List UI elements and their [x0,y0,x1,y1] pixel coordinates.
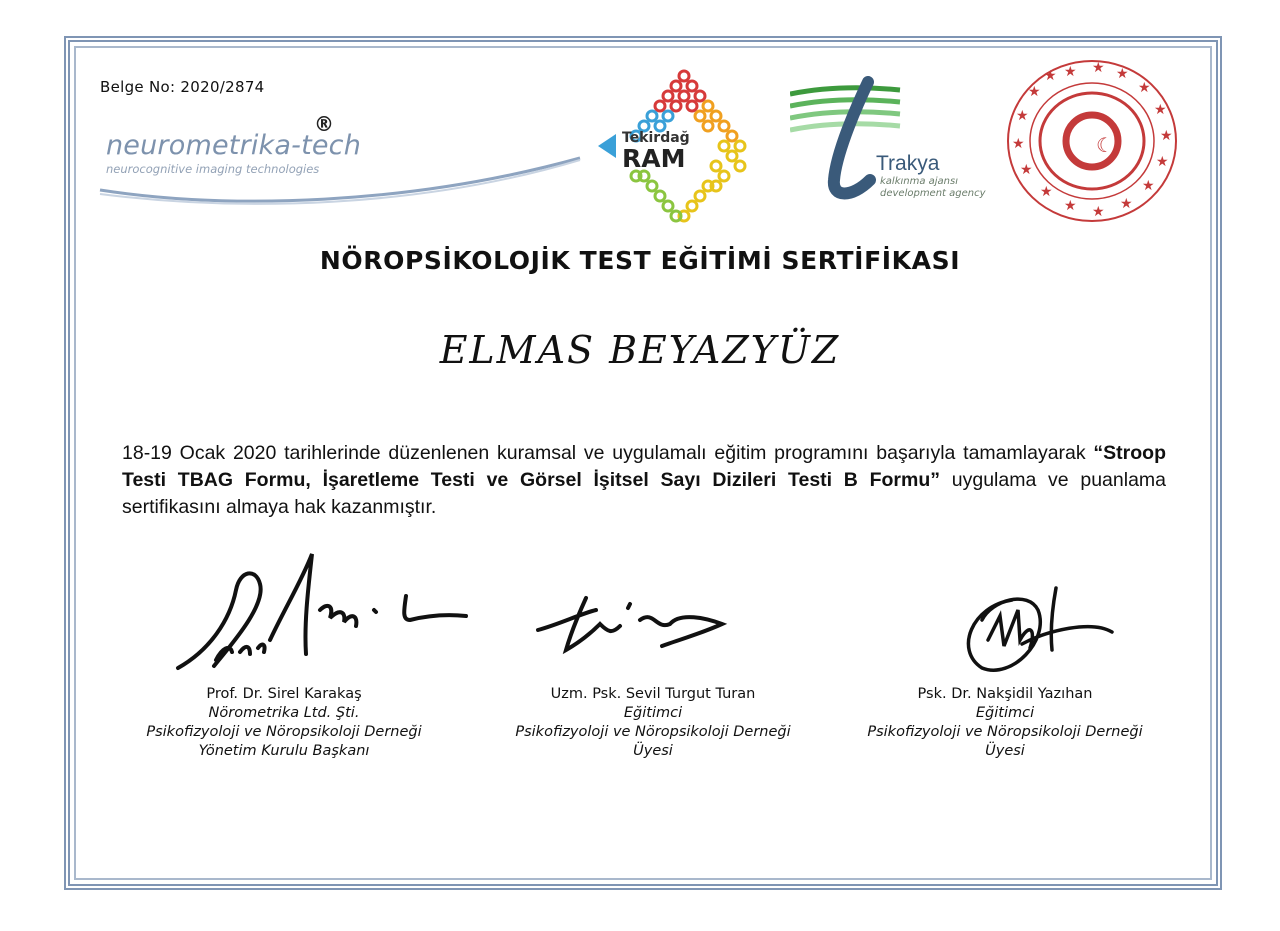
svg-text:★: ★ [1092,204,1105,220]
trakya-logo-name: Trakya [876,152,940,175]
signatory-3-name: Psk. Dr. Nakşidil Yazıhan [917,686,1093,702]
signatory-3 [834,685,1176,761]
ram-logo-city: Tekirdağ [622,130,690,146]
signatory-1-line3: Yönetim Kurulu Başkanı [198,743,370,759]
ministry-seal-icon [1004,58,1180,224]
document-number: Belge No: 2020/2874 [100,78,265,96]
signatory-2-line3: Üyesi [633,743,673,759]
certificate-title: NÖROPSİKOLOJİK TEST EĞİTİMİ SERTİFİKASI [319,246,961,275]
signatory-2-line1: Eğitimci [623,705,683,721]
signatory-1-name: Prof. Dr. Sirel Karakaş [206,686,362,702]
svg-text:★: ★ [1064,198,1077,214]
svg-text:★: ★ [1120,196,1133,212]
signatory-3-line2: Psikofizyoloji ve Nöropsikoloji Derneği [867,724,1143,740]
svg-text:☾: ☾ [1096,133,1114,157]
signatory-1 [114,685,454,761]
svg-text:★: ★ [1142,178,1155,194]
signature-3 [952,580,1122,680]
body-text-part1: 18-19 Ocak 2020 tarihlerinde düzenlenen kuramsal ve uygulamalı eğitim programını başarıyla tamamlayarak [122,442,1094,464]
signatory-2-line2: Psikofizyoloji ve Nöropsikoloji Derneği [515,724,791,740]
neurometrika-logo: neurometrika-tech [106,130,362,161]
registered-mark: ® [314,112,334,136]
svg-text:★: ★ [1156,154,1169,170]
signatory-1-line1: Nörometrika Ltd. Şti. [208,705,360,721]
signatory-2-name: Uzm. Psk. Sevil Turgut Turan [550,686,756,702]
trakya-logo-sub1: kalkınma ajansı [880,176,959,187]
svg-text:★: ★ [1016,108,1029,124]
body-text-tests: “Stroop Testi TBAG Formu, İşaretleme Testi ve Görsel İşitsel Sayı Dizileri Testi B Formu” [122,442,1166,491]
svg-text:★: ★ [1116,66,1129,82]
svg-text:★: ★ [1012,136,1025,152]
trakya-logo-sub2: development agency [880,188,986,199]
svg-text:★: ★ [1092,60,1105,76]
signature-2 [530,590,740,660]
svg-text:★: ★ [1138,80,1151,96]
signatory-1-line2: Psikofizyoloji ve Nöropsikoloji Derneği [146,724,422,740]
certificate-body [122,440,1166,521]
recipient-name: ELMAS BEYAZYÜZ [439,328,841,372]
svg-text:★: ★ [1154,102,1167,118]
svg-text:★: ★ [1028,84,1041,100]
signatory-2 [478,685,828,761]
signatory-3-line3: Üyesi [985,743,1025,759]
svg-text:★: ★ [1160,128,1173,144]
signatory-3-line1: Eğitimci [975,705,1035,721]
signature-1 [170,540,470,680]
neurometrika-tagline: neurocognitive imaging technologies [106,162,320,176]
svg-text:★: ★ [1064,64,1077,80]
svg-text:★: ★ [1020,162,1033,178]
svg-text:★: ★ [1040,184,1053,200]
ram-logo-name: RAM [622,144,686,173]
svg-text:★: ★ [1044,68,1057,84]
body-text-part2: uygulama ve puanlama sertifikasını almaya hak kazanmıştır. [122,469,1167,518]
